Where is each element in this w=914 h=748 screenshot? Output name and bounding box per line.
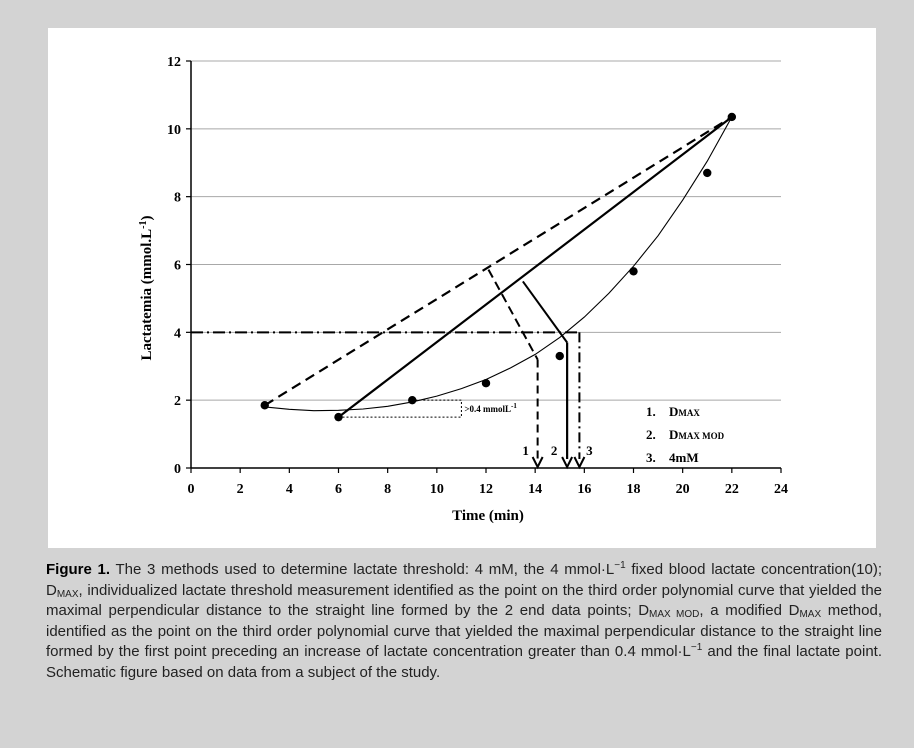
x-tick-label-22: 22 — [724, 482, 739, 497]
plot-panel — [48, 28, 876, 548]
x-tick-label-18: 18 — [626, 482, 641, 497]
lactate-chart — [48, 28, 876, 548]
x-tick-label-4: 4 — [285, 482, 293, 497]
y-tick-label-10: 10 — [167, 122, 181, 138]
threshold-arrow-label-3: 3 — [586, 443, 593, 458]
x-tick-label-12: 12 — [479, 482, 493, 497]
y-tick-label-6: 6 — [174, 258, 181, 274]
x-tick-label-24: 24 — [774, 482, 788, 497]
y-tick-label-12: 12 — [167, 55, 181, 70]
y-tick-label-0: 0 — [174, 462, 181, 477]
threshold-arrow-label-1: 1 — [522, 443, 529, 458]
y-tick-label-2: 2 — [174, 394, 181, 410]
x-tick-label-14: 14 — [528, 482, 543, 497]
dmax-line — [265, 117, 732, 405]
increase-annotation-label: >0.4 mmolL$^{-1}$ — [464, 402, 517, 415]
data-point-7 — [703, 169, 711, 177]
y-axis-title: Lactatemia $(mmol.L^{-1})$ — [137, 215, 155, 361]
caption-label: Figure 1. — [46, 561, 111, 578]
threshold-arrowhead-1 — [533, 457, 543, 467]
data-point-1 — [261, 401, 269, 409]
threshold-arrow-label-2: 2 — [550, 443, 558, 458]
data-point-8 — [728, 113, 736, 121]
y-tick-label-4: 4 — [174, 326, 181, 342]
legend-item-label-1: DMAX — [669, 404, 700, 419]
y-tick-label-8: 8 — [174, 190, 181, 206]
figure-caption: Figure 1. The 3 methods used to determine lactate threshold: 4 mM, the 4 $mmol\cdot L^{-1}$ fixed blood lactate concentration(10); $D_{MAX}$, individualized lactate threshold measurement identified as the point on the third order polynomial curve that yielded the maximal perpendicular distance to the straight line formed by the 2 end data points; $D_{MAX MOD}$, a modified $D_{MAX}$ method, identified as the point on the third order polynomial curve that yielded the maximal perpendicular distance to the straight line formed by the first point preceding an increase of lactate concentration greater than 0.4 $mmol\cdot L^{-1}$ and the final lactate point. Schematic figure based on data from a subject of the study. — [46, 560, 882, 681]
legend-item-num-1: 1. — [646, 404, 656, 419]
data-point-5 — [556, 352, 564, 360]
x-tick-label-10: 10 — [429, 482, 444, 497]
legend-item-label-3: 4mM — [669, 450, 699, 465]
x-tick-label-8: 8 — [384, 482, 392, 497]
x-tick-label-0: 0 — [187, 482, 195, 497]
x-axis-title: Time (min) — [452, 508, 524, 524]
x-tick-label-20: 20 — [675, 482, 690, 497]
legend-item-label-2: DMAX MOD — [669, 427, 725, 442]
dmax-mod-perpendicular — [523, 281, 567, 342]
x-tick-label-2: 2 — [236, 482, 244, 497]
x-tick-label-6: 6 — [335, 482, 342, 497]
legend-item-num-3: 3. — [646, 450, 656, 465]
dmax-mod-line — [339, 117, 732, 417]
data-point-6 — [629, 267, 637, 275]
data-point-4 — [482, 379, 490, 387]
legend-item-num-2: 2. — [646, 427, 656, 442]
x-tick-label-16: 16 — [577, 482, 592, 497]
